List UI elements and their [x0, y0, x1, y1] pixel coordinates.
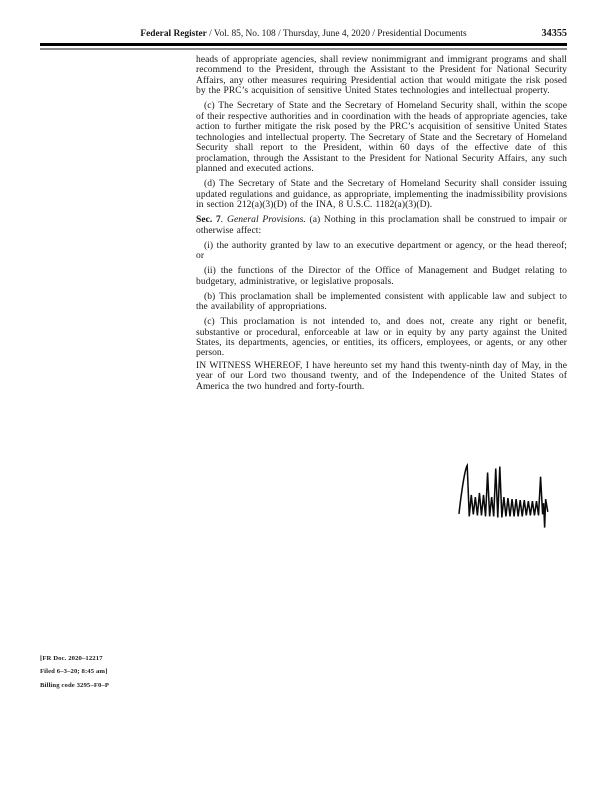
journal-name: Federal Register: [140, 29, 207, 39]
section-7-label: Sec. 7: [196, 214, 221, 226]
paragraph-c-secretaries-action: (c) The Secretary of State and the Secretary of Homeland Security shall, within the scope of their respective authorities and in coordination with the heads of appropriate agencies, take action to further mitigate the risk posed by the PRC’s acquisition of sensitive United States technologies and intellectual property. The Secretary of State and the Secretary of Homeland Security shall report to the President, within 60 days of the effective date of this proclamation, through the Assistant to the President for National Security Affairs, any such planned and executed actions.: [196, 100, 567, 175]
billing-code-line: Billing code 3295–F0–P: [40, 681, 110, 689]
signature-icon: [456, 458, 564, 532]
paragraph-b-implementation: (b) This proclamation shall be implemented consistent with applicable law and subject to the availability of appropriations.: [196, 290, 567, 313]
clause-ii-omb-functions: (ii) the functions of the Director of the Office of Management and Budget relating to budgetary, administrative, or legislative proposals.: [196, 265, 567, 287]
section-7-text: (a) Nothing in this proclamation shall be construed to impair or otherwise affect:: [196, 214, 568, 236]
document-body: [196, 55, 567, 392]
document-footer: [40, 652, 109, 692]
running-head-rest: / Vol. 85, No. 108 / Thursday, June 4, 2020 / Presidential Documents: [206, 29, 467, 39]
fr-doc-number-line: [FR Doc. 2020–12217: [40, 655, 103, 662]
page-number: 34355: [541, 28, 567, 39]
clause-i-authority: (i) the authority granted by law to an executive department or agency, or the head thereof; or: [196, 239, 567, 262]
header-rule-heavy: [40, 43, 567, 46]
witness-clause: IN WITNESS WHEREOF, I have hereunto set my hand this twenty-ninth day of May, in the year of our Lord two thousand twenty, and of the Independence of the United States of America the two hundred and forty-fourth.: [196, 359, 567, 392]
section-7-title: . General Provisions.: [220, 214, 310, 226]
section-7-general-provisions: [196, 215, 567, 236]
paragraph-c-no-rights: (c) This proclamation is not intended to, and does not, create any right or benefit, substantive or procedural, enforceable at law or in equity by any party against the United States, its departments, agencies, or entities, its officers, employees, or agents, or any other person.: [196, 316, 567, 359]
filed-date-line: Filed 6–3–20; 8:45 am]: [40, 668, 108, 676]
header-rule-light: [40, 48, 567, 50]
page-header: [40, 27, 567, 41]
running-head: [40, 27, 567, 41]
continuation-paragraph: heads of appropriate agencies, shall review nonimmigrant and immigrant programs and shall recommend to the President, through the Assistant to the President for National Security Affairs, any other measures requiring Presidential action that would mitigate the risk posed by the PRC’s acquisition of sensitive United States technologies and intellectual property.: [196, 54, 567, 97]
paragraph-d-regulations: (d) The Secretary of State and the Secretary of Homeland Security shall consider issuing updated regulations and guidance, as appropriate, implementing the inadmissibility provisions in section 212(a)(3)(D) of the INA, 8 U.S.C. 1182(a)(3)(D).: [196, 178, 567, 211]
presidential-signature: [456, 458, 564, 532]
